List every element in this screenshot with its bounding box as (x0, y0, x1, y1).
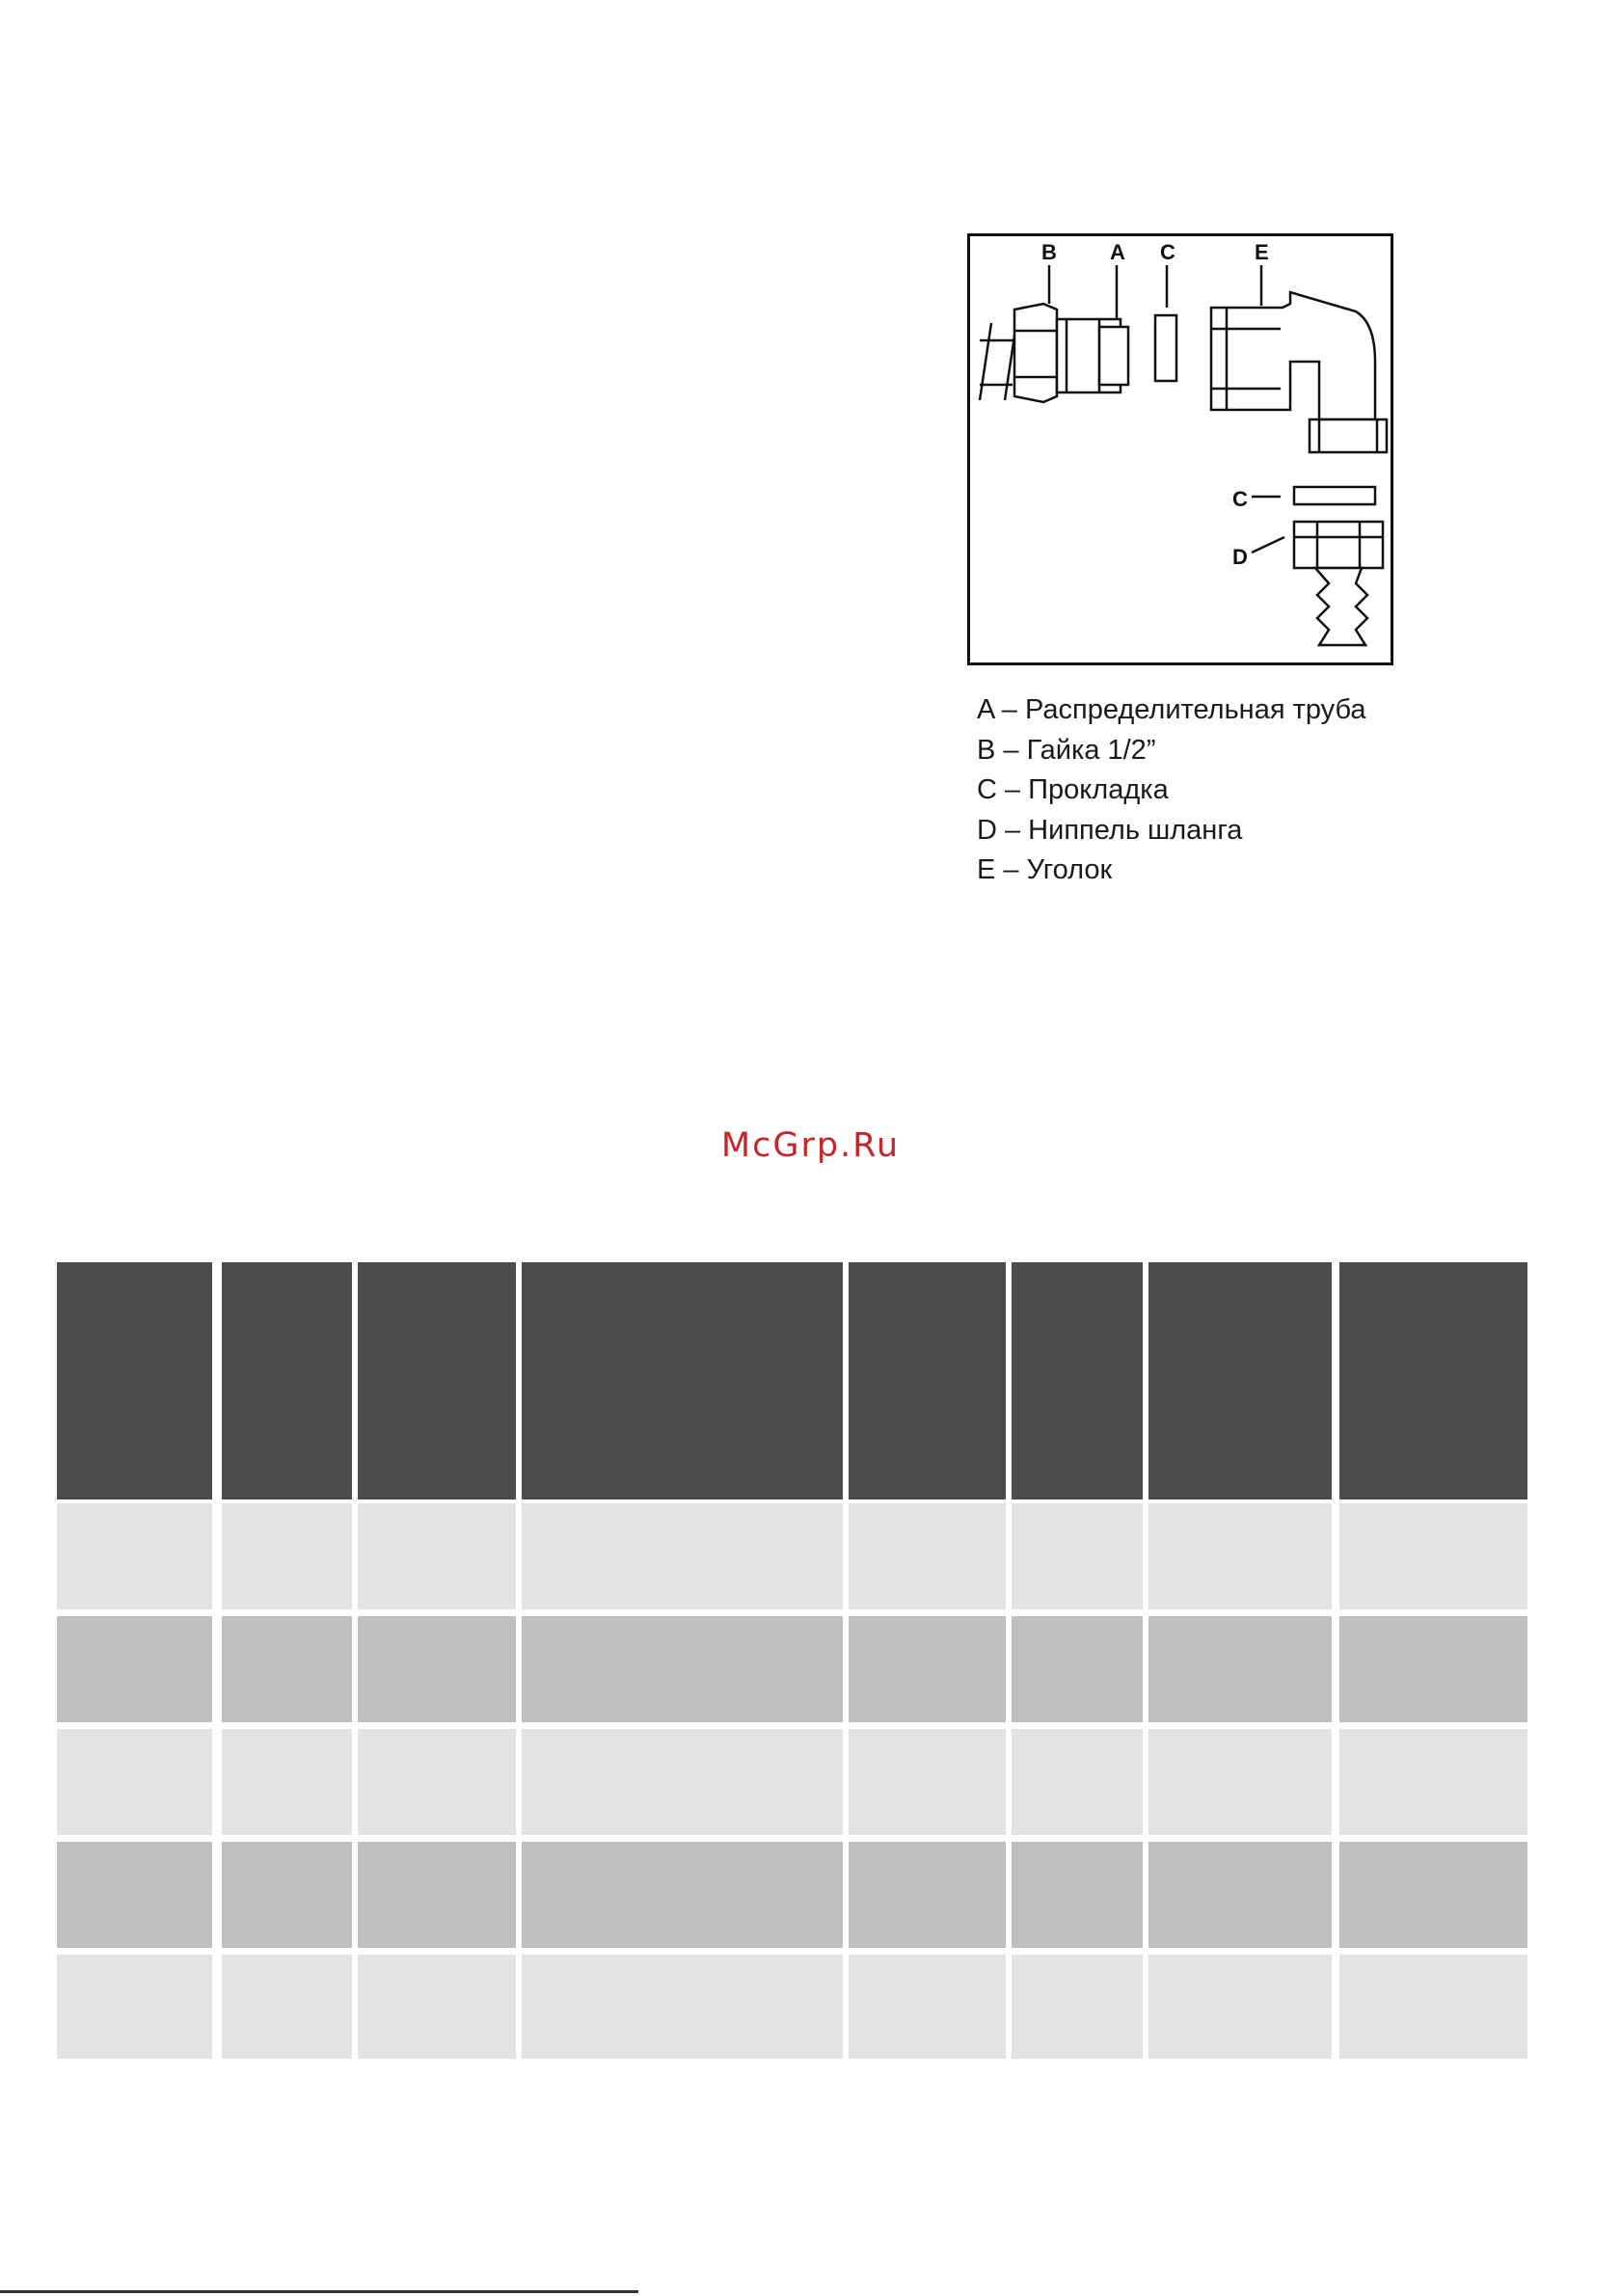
table-header-cell (358, 1262, 516, 1499)
table-cell (849, 1503, 1006, 1609)
table-cell (849, 1729, 1006, 1835)
callout-c-side: C (1232, 487, 1248, 511)
table-cell (849, 1616, 1006, 1722)
table-cell (1012, 1729, 1143, 1835)
table-cell (222, 1955, 352, 2059)
table-cell (358, 1842, 516, 1948)
table-cell (1148, 1503, 1332, 1609)
table-cell (358, 1955, 516, 2059)
table-cell (57, 1503, 212, 1609)
table-cell (358, 1729, 516, 1835)
table-header-cell (522, 1262, 843, 1499)
table-cell (1012, 1616, 1143, 1722)
table-cell (1012, 1955, 1143, 2059)
table-cell (522, 1955, 843, 2059)
specifications-table (57, 1262, 1527, 2059)
table-cell (57, 1842, 212, 1948)
footer-rule (0, 2290, 638, 2293)
table-cell (1012, 1503, 1143, 1609)
callout-a: A (1110, 240, 1125, 264)
table-cell (522, 1503, 843, 1609)
table-cell (1339, 1616, 1527, 1722)
table-cell (57, 1955, 212, 2059)
callout-b: B (1041, 240, 1057, 264)
table-cell (1148, 1729, 1332, 1835)
legend-item-e: E – Уголок (977, 854, 1113, 885)
connection-diagram (967, 233, 1393, 665)
legend-item-d: D – Ниппель шланга (977, 814, 1243, 846)
watermark: McGrp.Ru (720, 1126, 901, 1165)
table-cell (1339, 1842, 1527, 1948)
table-cell (1339, 1503, 1527, 1609)
table-header-cell (222, 1262, 352, 1499)
table-header-cell (57, 1262, 212, 1499)
table-cell (57, 1729, 212, 1835)
table-cell (522, 1842, 843, 1948)
table-cell (222, 1503, 352, 1609)
table-cell (222, 1729, 352, 1835)
table-header-cell (1148, 1262, 1332, 1499)
table-cell (1148, 1616, 1332, 1722)
fitting-schematic (970, 236, 1391, 662)
table-header-cell (849, 1262, 1006, 1499)
callout-d: D (1232, 545, 1248, 569)
table-cell (1148, 1955, 1332, 2059)
table-cell (358, 1616, 516, 1722)
callout-e: E (1255, 240, 1269, 264)
table-cell (1339, 1955, 1527, 2059)
diagram-legend (977, 690, 1459, 891)
table-header-cell (1339, 1262, 1527, 1499)
table-cell (1148, 1842, 1332, 1948)
table-cell (1339, 1729, 1527, 1835)
table-cell (849, 1842, 1006, 1948)
table-cell (849, 1955, 1006, 2059)
legend-item-b: B – Гайка 1/2” (977, 734, 1156, 766)
table-cell (1012, 1842, 1143, 1948)
legend-item-a: A – Распределительная труба (977, 694, 1366, 725)
table-cell (522, 1616, 843, 1722)
table-cell (222, 1616, 352, 1722)
callout-c-top: C (1160, 240, 1175, 264)
table-header-cell (1012, 1262, 1143, 1499)
table-cell (57, 1616, 212, 1722)
table-cell (222, 1842, 352, 1948)
table-cell (522, 1729, 843, 1835)
table-cell (358, 1503, 516, 1609)
legend-item-c: C – Прокладка (977, 774, 1169, 805)
